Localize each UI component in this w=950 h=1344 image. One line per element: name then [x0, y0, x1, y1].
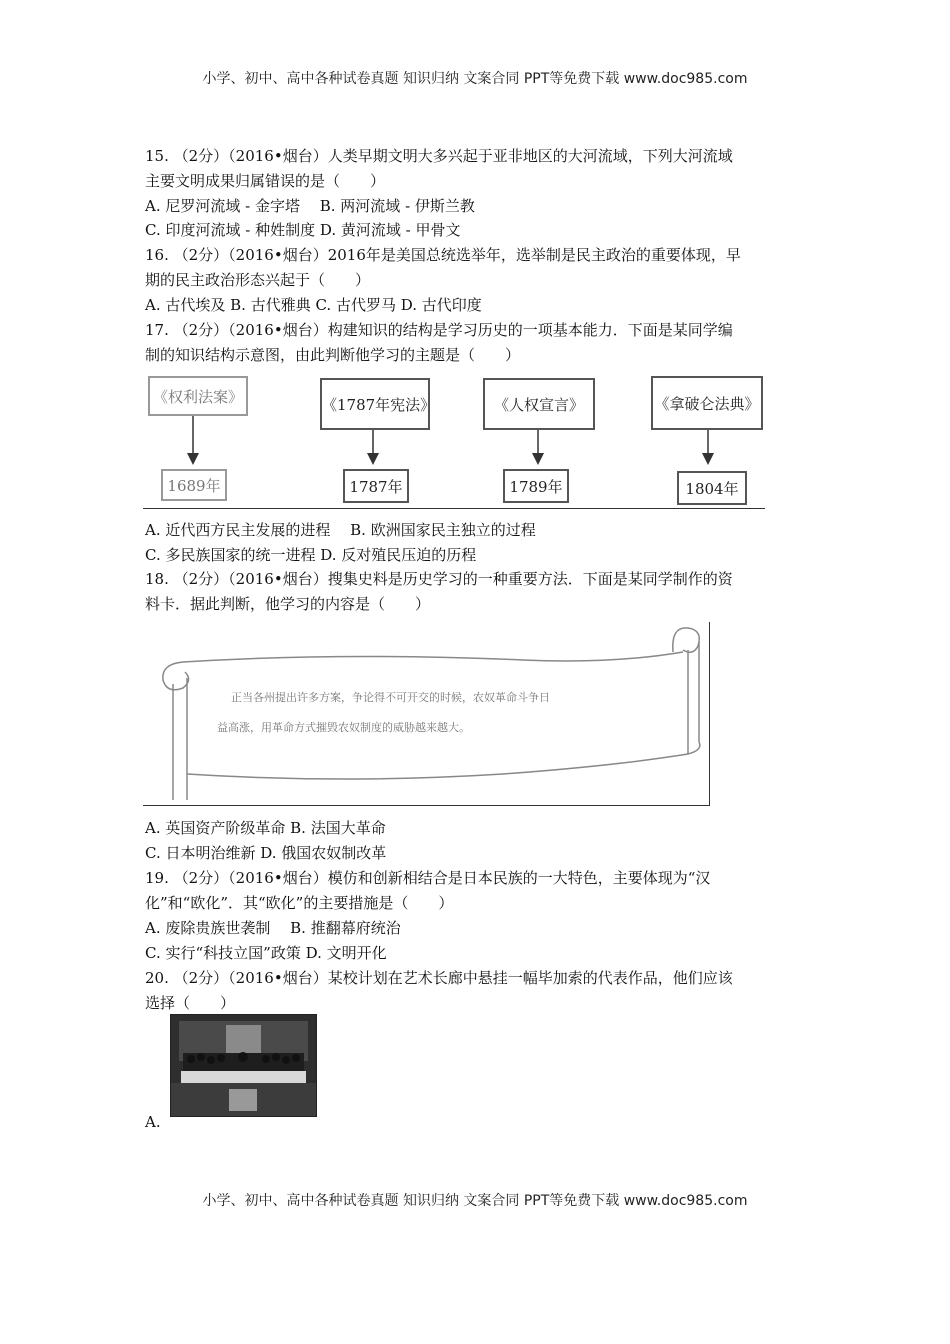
node-1787-constitution: 《1787年宪法》 — [320, 378, 430, 430]
painting-drawing — [171, 1015, 316, 1116]
node-declaration-rights: 《人权宣言》 — [483, 378, 595, 430]
q17-options-cd: C. 多民族国家的统一进程 D. 反对殖民压迫的历程 — [145, 546, 477, 564]
q15-options-ab: A. 尼罗河流域 - 金字塔 B. 两河流域 - 伊斯兰教 — [145, 197, 475, 215]
q15-stem-line1: 15. （2分）（2016•烟台）人类早期文明大多兴起于亚非地区的大河流域，下列大河流域 — [145, 147, 733, 165]
year-1789: 1789年 — [503, 469, 569, 503]
q16-options: A. 古代埃及 B. 古代雅典 C. 古代罗马 D. 古代印度 — [145, 296, 482, 314]
page-header: 小学、初中、高中各种试卷真题 知识归纳 文案合同 PPT等免费下载 www.doc985.com — [202, 71, 748, 87]
q15-options-cd: C. 印度河流域 - 种姓制度 D. 黄河流域 - 甲骨文 — [145, 221, 461, 239]
q16-stem-line2: 期的民主政治形态兴起于（ ） — [145, 271, 371, 289]
scroll-data-card — [143, 622, 710, 806]
scroll-text-line2: 益高涨，用革命方式摧毁农奴制度的威胁越来越大。 — [217, 721, 470, 734]
node-bill-of-rights: 《权利法案》 — [148, 376, 248, 416]
q17-options-ab: A. 近代西方民主发展的进程 B. 欧洲国家民主独立的过程 — [145, 521, 536, 539]
q16-stem-line1: 16. （2分）（2016•烟台）2016年是美国总统选举年，选举制是民主政治的重要体现，早 — [145, 246, 741, 264]
q18-stem-line1: 18. （2分）（2016•烟台）搜集史料是历史学习的一种重要方法．下面是某同学制作的资 — [145, 570, 733, 588]
q19-stem-line2: 化”和“欧化”．其“欧化”的主要措施是（ ） — [145, 894, 454, 912]
q20-stem-line1: 20. （2分）（2016•烟台）某校计划在艺术长廊中悬挂一幅毕加索的代表作品，他们应该 — [145, 969, 733, 987]
year-1689: 1689年 — [161, 469, 227, 501]
scroll-text-line1: 正当各州提出许多方案，争论得不可开交的时候，农奴革命斗争日 — [231, 691, 550, 704]
q19-stem-line1: 19. （2分）（2016•烟台）模仿和创新相结合是日本民族的一大特色，主要体现为“汉 — [145, 869, 711, 887]
node-napoleonic-code: 《拿破仑法典》 — [651, 376, 763, 430]
q18-stem-line2: 料卡．据此判断，他学习的内容是（ ） — [145, 595, 431, 613]
q20-option-a-label: A. — [145, 1113, 161, 1131]
q19-options-ab: A. 废除贵族世袭制 B. 推翻幕府统治 — [145, 919, 401, 937]
q17-stem-line2: 制的知识结构示意图，由此判断他学习的主题是（ ） — [145, 346, 521, 364]
page-footer: 小学、初中、高中各种试卷真题 知识归纳 文案合同 PPT等免费下载 www.doc985.com — [202, 1193, 748, 1209]
q18-options-cd: C. 日本明治维新 D. 俄国农奴制改革 — [145, 844, 387, 862]
year-1804: 1804年 — [677, 471, 747, 505]
year-1787: 1787年 — [343, 469, 409, 503]
q18-options-ab: A. 英国资产阶级革命 B. 法国大革命 — [145, 819, 386, 837]
knowledge-structure-diagram — [143, 373, 765, 509]
painting-option-a-image — [170, 1014, 317, 1117]
q17-stem-line1: 17. （2分）（2016•烟台）构建知识的结构是学习历史的一项基本能力．下面是某同学编 — [145, 321, 733, 339]
q20-stem-line2: 选择（ ） — [145, 994, 236, 1012]
q19-options-cd: C. 实行“科技立国”政策 D. 文明开化 — [145, 944, 387, 962]
q15-stem-line2: 主要文明成果归属错误的是（ ） — [145, 172, 386, 190]
